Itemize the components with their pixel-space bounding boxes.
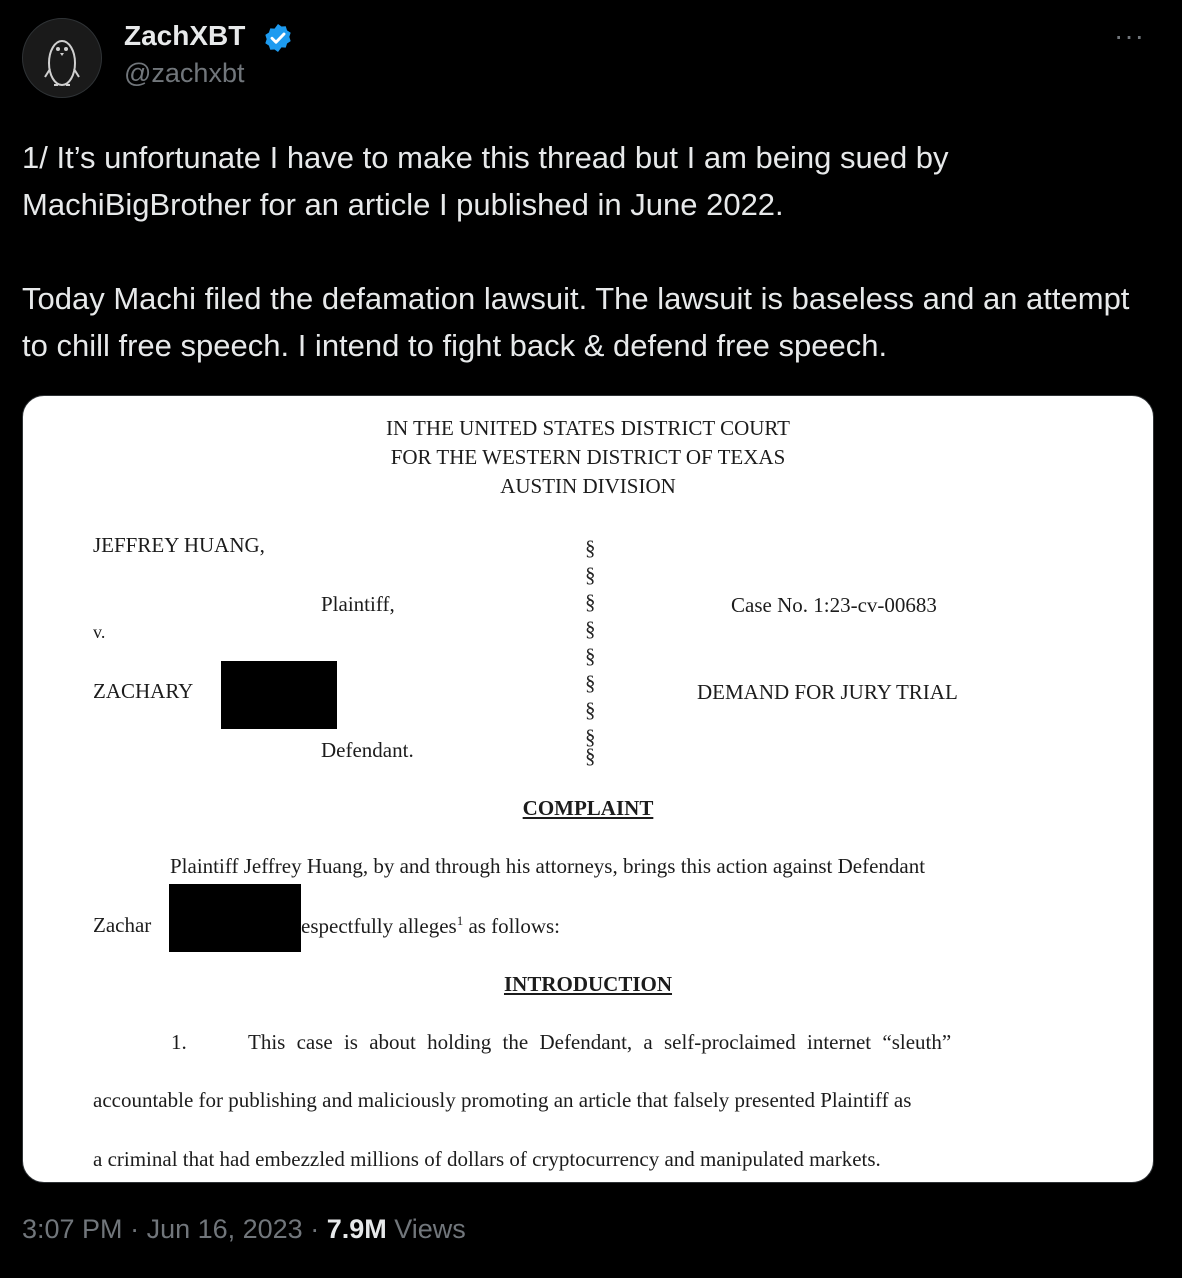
court-line-3: AUSTIN DIVISION (500, 474, 676, 498)
author-handle[interactable]: @zachxbt (124, 58, 245, 88)
penguin-avatar-icon (23, 19, 101, 97)
separator: · (302, 1214, 327, 1244)
separator: · (122, 1214, 147, 1244)
introduction-heading: INTRODUCTION (503, 972, 673, 996)
jury-demand: DEMAND FOR JURY TRIAL (697, 680, 958, 704)
attached-document-image[interactable] (22, 395, 1154, 1183)
tweet-date[interactable]: Jun 16, 2023 (146, 1214, 303, 1244)
complaint-line-2-end (301, 913, 560, 939)
tweet-time[interactable]: 3:07 PM (22, 1214, 123, 1244)
tweet-meta (22, 1214, 466, 1245)
plaintiff-name: JEFFREY HUANG, (93, 533, 265, 557)
paragraph-line-1: This case is about holding the Defendant, a self-proclaimed internet “sleuth” (248, 1030, 952, 1054)
redaction-box (169, 884, 301, 952)
avatar[interactable] (22, 18, 102, 98)
complaint-line-2-tail: as follows: (463, 914, 561, 938)
court-line-1: IN THE UNITED STATES DISTRICT COURT (385, 416, 791, 440)
complaint-line-2-text: espectfully alleges (301, 914, 457, 938)
case-number: Case No. 1:23-cv-00683 (731, 593, 937, 617)
complaint-heading: COMPLAINT (522, 796, 654, 820)
more-icon[interactable]: ··· (1114, 20, 1145, 51)
section-mark: § (585, 617, 596, 641)
section-mark: § (585, 536, 596, 560)
plaintiff-role: Plaintiff, (321, 592, 395, 616)
court-line-2: FOR THE WESTERN DISTRICT OF TEXAS (390, 445, 786, 469)
paragraph-line-3: a criminal that had embezzled millions of dollars of cryptocurrency and manipulated markets. (93, 1147, 881, 1171)
section-mark: § (585, 744, 596, 768)
section-mark: § (585, 725, 596, 749)
complaint-line-1: Plaintiff Jeffrey Huang, by and through his attorneys, brings this action against Defendant (170, 854, 926, 878)
versus: v. (93, 622, 106, 642)
section-mark: § (585, 590, 596, 614)
section-mark: § (585, 563, 596, 587)
defendant-role: Defendant. (321, 738, 414, 762)
paragraph-number: 1. (171, 1030, 187, 1054)
verified-badge-icon (262, 22, 294, 54)
complaint-line-2-start: Zachar (93, 913, 152, 937)
section-mark: § (585, 671, 596, 695)
redaction-box (221, 661, 337, 729)
author-name[interactable]: ZachXBT (124, 20, 246, 51)
section-mark: § (585, 698, 596, 722)
defendant-name: ZACHARY (93, 679, 194, 703)
paragraph-line-2: accountable for publishing and maliciously promoting an article that falsely presented Plaintiff as (93, 1088, 912, 1112)
footnote-marker[interactable]: 1 (456, 913, 464, 928)
tweet-text: 1/ It’s unfortunate I have to make this thread but I am being sued by MachiBigBrother for an article I published in June 2022. Today Machi filed the defamation lawsuit. The lawsuit is baseless and an attempt to chill free speech. I intend to fight back & defend free speech. (22, 140, 1130, 363)
views-count[interactable]: 7.9M (326, 1214, 387, 1244)
views-label: Views (386, 1214, 466, 1244)
section-mark: § (585, 644, 596, 668)
